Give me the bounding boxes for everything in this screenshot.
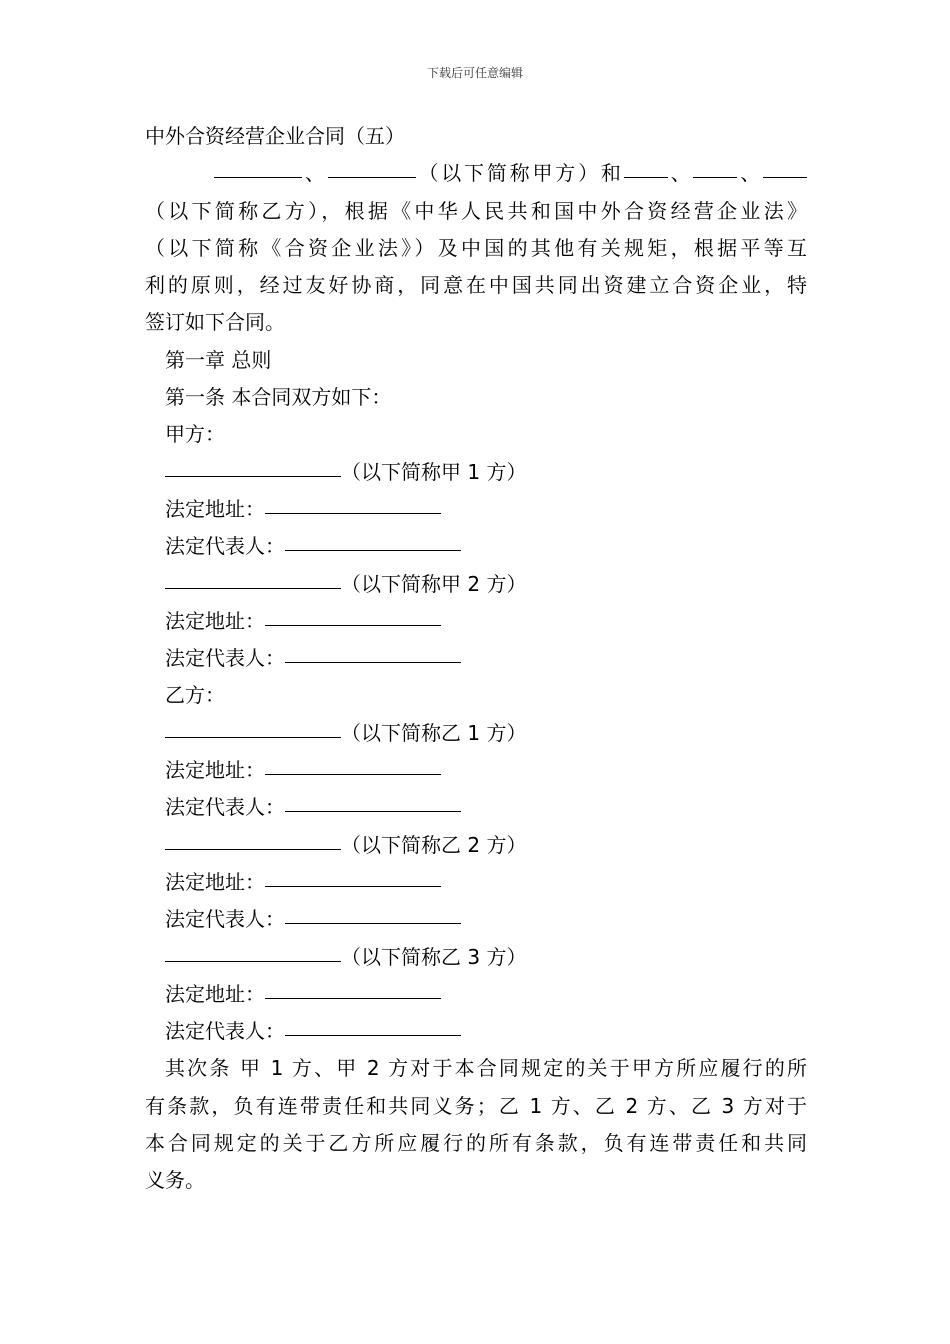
party-a-label: 甲方：	[165, 422, 225, 447]
blank-line	[265, 624, 441, 626]
party-a2-rep-row	[145, 640, 807, 677]
separator: 、	[667, 161, 694, 186]
blank-line	[285, 1034, 461, 1036]
party-b2-address-row	[145, 864, 807, 901]
rep-label: 法定代表人：	[165, 907, 285, 932]
blank-line	[265, 885, 441, 887]
party-b1-address-row	[145, 752, 807, 789]
blank-line	[165, 475, 341, 477]
blank-line	[165, 960, 341, 962]
blank-line	[285, 922, 461, 924]
address-label: 法定地址：	[165, 758, 265, 783]
article-2-line-2: 有条款，负有连带责任和共同义务；乙 1 方、乙 2 方、乙 3 方对于	[145, 1093, 807, 1118]
party-a1-alias: （以下简称甲 1 方）	[341, 459, 527, 484]
party-a1-name-row	[145, 454, 807, 491]
party-a1-address-row	[145, 491, 807, 528]
rep-label: 法定代表人：	[165, 795, 285, 820]
party-a2-address-row	[145, 603, 807, 640]
party-b2-rep-row	[145, 901, 807, 938]
blank-line	[265, 997, 441, 999]
party-b-label: 乙方：	[165, 683, 225, 708]
rep-label: 法定代表人：	[165, 646, 285, 671]
blank-line	[763, 176, 807, 178]
intro-line-2: （以下简称乙方），根据《中华人民共和国中外合资经营企业法》	[145, 198, 807, 223]
article-1: 第一条 本合同双方如下：	[165, 385, 392, 410]
address-label: 法定地址：	[165, 496, 265, 521]
address-label: 法定地址：	[165, 981, 265, 1006]
party-b3-address-row	[145, 976, 807, 1013]
blank-line	[214, 176, 302, 178]
blank-line	[165, 736, 341, 738]
blank-line	[328, 176, 416, 178]
document-title: 中外合资经营企业合同（五）	[145, 124, 405, 148]
blank-line	[265, 512, 441, 514]
intro-line-3: （以下简称《合资企业法》）及中国的其他有关规矩，根据平等互	[145, 235, 807, 260]
blank-line	[285, 549, 461, 551]
party-a2-name-row	[145, 566, 807, 603]
intro-line-1	[145, 155, 807, 192]
blank-line	[165, 587, 341, 589]
address-label: 法定地址：	[165, 608, 265, 633]
party-b1-rep-row	[145, 789, 807, 826]
article-2-line-1: 其次条 甲 1 方、甲 2 方对于本合同规定的关于甲方所应履行的所	[165, 1056, 807, 1081]
party-b3-alias: （以下简称乙 3 方）	[341, 944, 527, 969]
blank-line	[693, 176, 737, 178]
article-2-line-4: 义务。	[145, 1168, 205, 1193]
blank-line	[165, 848, 341, 850]
rep-label: 法定代表人：	[165, 1019, 285, 1044]
address-label: 法定地址：	[165, 869, 265, 894]
blank-line	[285, 810, 461, 812]
separator: 、	[737, 161, 763, 186]
party-b3-rep-row	[145, 1013, 807, 1050]
intro-line-5: 签订如下合同。	[145, 310, 285, 335]
party-b2-name-row	[145, 827, 807, 864]
chapter-heading: 第一章 总则	[165, 347, 272, 372]
party-b1-alias: （以下简称乙 1 方）	[341, 720, 527, 745]
rep-label: 法定代表人：	[165, 534, 285, 559]
article-2-line-3: 本合同规定的关于乙方所应履行的所有条款，负有连带责任和共同	[145, 1131, 807, 1156]
separator: 、	[302, 161, 328, 186]
blank-line	[285, 661, 461, 663]
party-a-alias: （以下简称甲方）和	[415, 161, 624, 186]
party-b3-name-row	[145, 939, 807, 976]
party-b1-name-row	[145, 715, 807, 752]
intro-line-4: 利的原则，经过友好协商，同意在中国共同出资建立合资企业，特	[145, 273, 807, 298]
party-b2-alias: （以下简称乙 2 方）	[341, 832, 527, 857]
party-a2-alias: （以下简称甲 2 方）	[341, 571, 527, 596]
party-a1-rep-row	[145, 528, 807, 565]
blank-line	[624, 176, 668, 178]
blank-line	[265, 773, 441, 775]
document-body	[145, 118, 807, 1200]
page-header: 下载后可任意编辑	[426, 66, 523, 80]
